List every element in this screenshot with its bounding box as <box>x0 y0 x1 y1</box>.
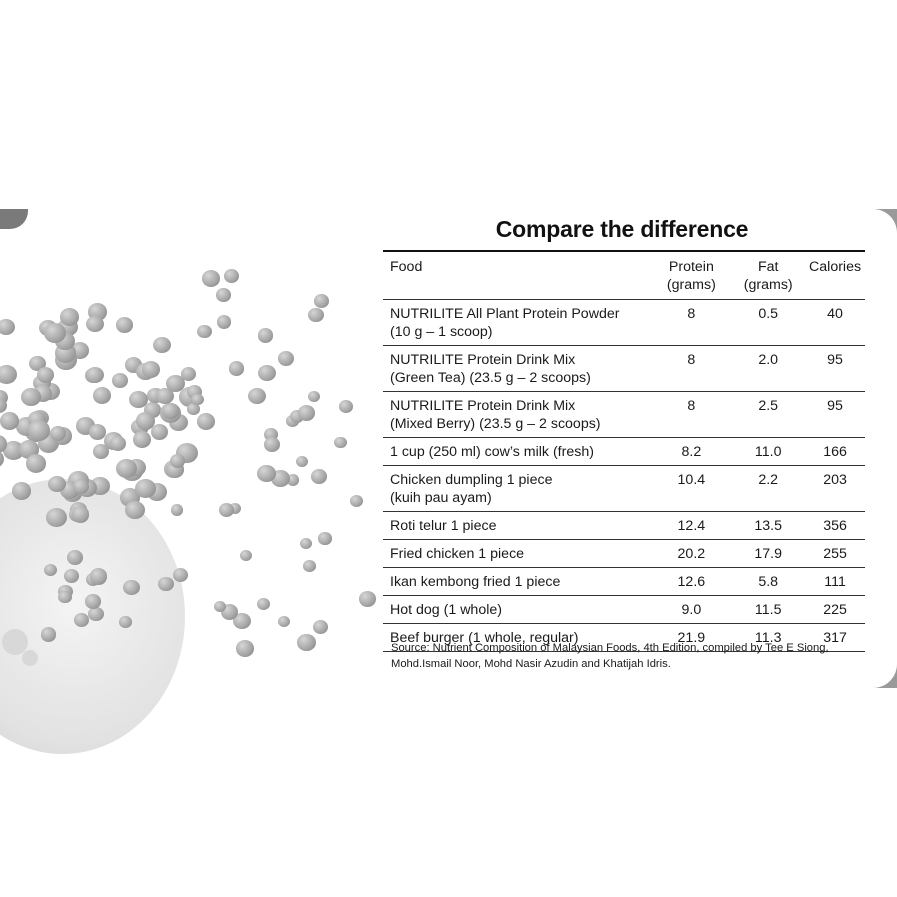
pea <box>0 412 19 430</box>
fat-cell: 11.0 <box>754 444 782 460</box>
header-protein-unit: (grams) <box>666 277 716 293</box>
food-name: NUTRILITE Protein Drink Mix <box>390 352 576 368</box>
food-cell <box>383 471 651 507</box>
pea <box>119 616 132 628</box>
pea <box>133 431 152 448</box>
header-protein-label: Protein <box>668 259 714 275</box>
pea <box>297 634 315 651</box>
protein-cell: 8 <box>687 398 696 414</box>
pea <box>257 598 270 610</box>
pea <box>151 424 169 440</box>
protein-cell: 21.9 <box>677 630 706 646</box>
table-body <box>383 300 865 652</box>
nutrition-comparison-table <box>383 250 865 652</box>
pea <box>318 532 331 544</box>
pea <box>334 437 347 449</box>
table-row <box>383 540 865 568</box>
card-corner-top-right <box>869 209 897 235</box>
pea <box>173 568 188 582</box>
pea <box>350 495 363 507</box>
pea <box>236 640 254 656</box>
table-header-row <box>383 252 865 300</box>
pea <box>123 580 140 595</box>
pea <box>171 504 184 516</box>
pea <box>314 294 329 308</box>
calories-cell: 356 <box>823 518 847 534</box>
header-fat <box>731 258 805 294</box>
header-calories: Calories <box>809 259 862 275</box>
fat-cell: 11.5 <box>754 602 782 618</box>
calories-cell: 225 <box>823 602 847 618</box>
source-line-1: Source: Nutrient Composition of Malaysian Foods, 4th Edition, compiled by Tee E Siong, <box>391 642 829 654</box>
pea <box>298 405 315 421</box>
source-note <box>391 641 861 672</box>
pea <box>21 388 41 407</box>
pea <box>197 325 211 338</box>
pea <box>191 394 204 406</box>
pea <box>41 627 57 641</box>
header-food: Food <box>390 259 423 275</box>
pea <box>197 413 215 430</box>
pea <box>0 365 17 384</box>
pea <box>202 270 220 286</box>
pea <box>64 569 79 583</box>
table-row <box>383 346 865 392</box>
food-detail: (10 g – 1 scoop) <box>390 324 493 340</box>
header-protein <box>651 258 731 294</box>
pea <box>0 319 15 335</box>
calories-cell: 166 <box>823 444 847 460</box>
card-corner-bottom-right <box>869 662 897 688</box>
food-cell <box>383 545 651 563</box>
pea <box>89 424 106 440</box>
food-name: Chicken dumpling 1 piece <box>390 472 553 488</box>
food-name: Roti telur 1 piece <box>390 518 497 534</box>
pea <box>93 387 111 404</box>
pea <box>60 308 79 325</box>
protein-cell: 9.0 <box>681 602 702 618</box>
pea <box>142 361 160 378</box>
pea <box>28 420 50 440</box>
fat-cell: 17.9 <box>754 546 783 562</box>
table-row <box>383 392 865 438</box>
pea <box>37 367 54 383</box>
pea <box>300 538 312 549</box>
protein-cell: 10.4 <box>677 472 706 488</box>
pea <box>44 323 66 343</box>
table-row <box>383 596 865 624</box>
table-row <box>383 568 865 596</box>
fat-cell: 0.5 <box>758 306 779 322</box>
pea-protein-photo <box>0 209 380 688</box>
pea <box>50 426 66 441</box>
food-detail: (kuih pau ayam) <box>390 490 492 506</box>
pea <box>217 315 231 328</box>
fat-cell: 2.2 <box>758 472 779 488</box>
food-name: NUTRILITE Protein Drink Mix <box>390 398 576 414</box>
food-name: Fried chicken 1 piece <box>390 546 525 562</box>
calories-cell: 255 <box>823 546 847 562</box>
pea <box>156 388 174 405</box>
pea <box>129 391 148 408</box>
pea <box>278 616 290 627</box>
pea <box>278 351 294 366</box>
food-cell <box>383 443 651 461</box>
table-row <box>383 300 865 346</box>
food-cell <box>383 517 651 535</box>
food-cell <box>383 573 651 591</box>
header-fat-label: Fat <box>757 259 779 275</box>
pea <box>311 469 327 483</box>
pea <box>308 391 320 402</box>
pea <box>359 591 376 607</box>
pea <box>257 465 275 482</box>
pea <box>258 365 275 381</box>
food-name: NUTRILITE All Plant Protein Powder <box>390 306 620 322</box>
protein-cell: 8.2 <box>681 444 702 460</box>
pea <box>85 594 101 608</box>
header-fat-unit: (grams) <box>743 277 793 293</box>
pea <box>86 367 104 384</box>
pea <box>219 503 234 517</box>
pea <box>308 308 323 322</box>
pea <box>296 456 309 468</box>
pea <box>112 373 128 388</box>
pea <box>216 288 230 301</box>
pea <box>72 506 90 522</box>
pea <box>181 367 196 381</box>
calories-cell: 111 <box>824 574 846 590</box>
calories-cell: 40 <box>827 306 843 322</box>
table-row <box>383 512 865 540</box>
pea <box>116 317 133 333</box>
pea <box>303 560 316 572</box>
pea <box>224 269 239 283</box>
table-row <box>383 438 865 466</box>
pea <box>229 361 245 375</box>
source-line-2: Mohd.Ismail Noor, Mohd Nasir Azudin and Khatijah Idris. <box>391 657 671 670</box>
protein-cell: 20.2 <box>677 546 706 562</box>
pea <box>86 316 104 332</box>
pea <box>48 476 66 492</box>
pea <box>240 550 252 561</box>
pea <box>153 337 171 354</box>
calories-cell: 203 <box>823 472 847 488</box>
pea <box>58 591 71 603</box>
pea <box>88 607 104 622</box>
pea <box>26 454 46 473</box>
protein-cell: 12.4 <box>677 518 706 534</box>
pea <box>110 436 127 451</box>
calories-cell: 95 <box>827 352 843 368</box>
protein-cell: 12.6 <box>677 574 706 590</box>
pea <box>339 400 353 413</box>
food-name: Beef burger (1 whole, regular) <box>390 630 579 646</box>
pea <box>12 482 31 500</box>
food-name: Ikan kembong fried 1 piece <box>390 574 561 590</box>
protein-cell: 8 <box>687 306 696 322</box>
food-cell <box>383 351 651 387</box>
protein-cell: 8 <box>687 352 696 368</box>
pea <box>162 403 179 419</box>
food-name: Hot dog (1 whole) <box>390 602 502 618</box>
table-row <box>383 466 865 512</box>
pea <box>258 328 273 342</box>
food-detail: (Mixed Berry) (23.5 g – 2 scoops) <box>390 416 601 432</box>
pea <box>0 398 7 413</box>
page-title: Compare the difference <box>495 216 749 242</box>
fat-cell: 5.8 <box>758 574 779 590</box>
fat-cell: 2.0 <box>758 352 779 368</box>
calories-cell: 317 <box>823 630 847 646</box>
pea <box>248 388 266 404</box>
pea <box>313 620 328 634</box>
food-detail: (Green Tea) (23.5 g – 2 scoops) <box>390 370 591 386</box>
decorative-dot <box>22 650 38 666</box>
pea <box>135 479 156 498</box>
fat-cell: 13.5 <box>754 518 783 534</box>
pea <box>264 437 280 452</box>
pea <box>158 577 174 592</box>
fat-cell: 11.3 <box>754 630 782 646</box>
food-cell <box>383 305 651 341</box>
food-cell <box>383 397 651 433</box>
calories-cell: 95 <box>827 398 843 414</box>
food-name: 1 cup (250 ml) cow’s milk (fresh) <box>390 444 594 460</box>
pea <box>90 568 108 584</box>
food-cell <box>383 601 651 619</box>
fat-cell: 2.5 <box>758 398 779 414</box>
pea <box>125 501 145 519</box>
